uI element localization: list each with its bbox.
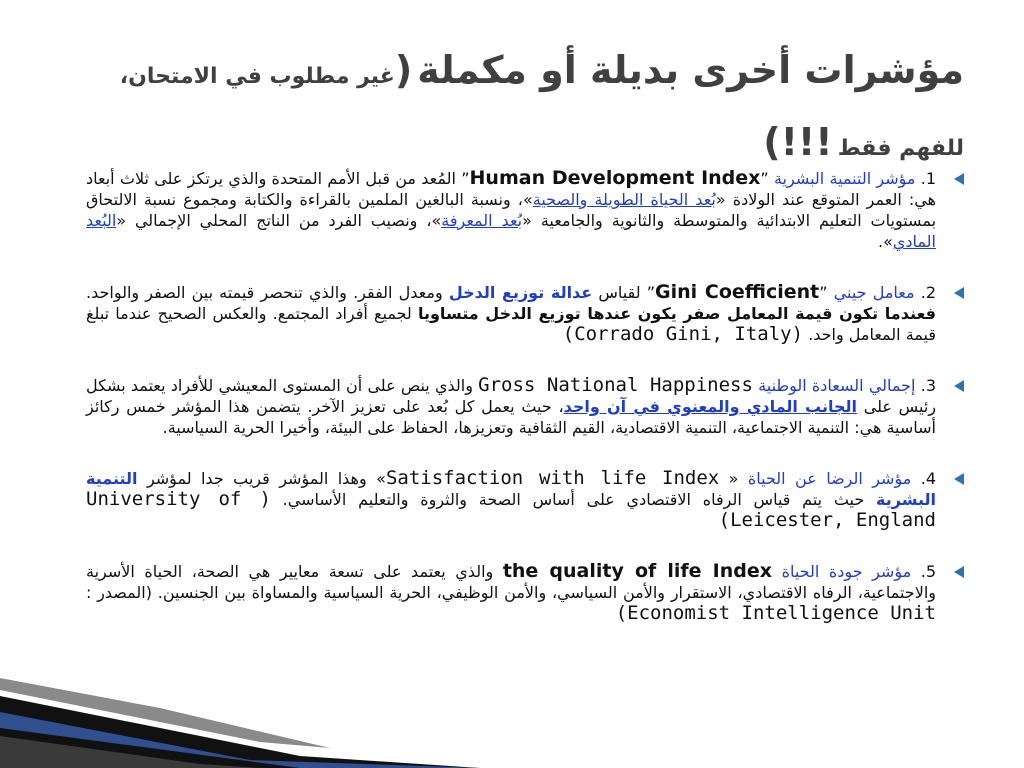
dimension-link[interactable]: بُعد المعرفة [441, 211, 523, 230]
item-text: ». [878, 232, 893, 251]
highlight-text: الجانب المادي والمعنوي في آن واحد [563, 397, 858, 416]
quote-open: ” [819, 283, 834, 302]
item-number: 3. [915, 376, 937, 395]
item-text: حيث يتم قياس الرفاه الاقتصادي على أساس الصحة والثروة والتعليم الأساسي. [270, 490, 877, 509]
index-name: معامل جيني [833, 283, 915, 302]
source-text: Economist Intelligence Unit) [615, 602, 936, 624]
index-name-en: Human Development Index [469, 167, 761, 189]
title-paren-open: ( [394, 48, 413, 92]
list-item-hdi [86, 168, 936, 252]
decorative-stripes [0, 638, 480, 768]
arrow-bullet-icon [954, 287, 964, 299]
index-name: إجمالي السعادة الوطنية [758, 376, 916, 395]
quote-close: ” [640, 283, 656, 302]
index-name-en: Satisfaction with life Index [385, 467, 720, 489]
item-text: لجميع أفراد المجتمع. والعكس الصحيح عندما تبلغ قيمة المعامل واحد. [86, 304, 936, 344]
item-number: 2. [914, 283, 937, 302]
item-text: وهذا المؤشر قريب جدا لمؤشر [137, 469, 367, 488]
arrow-bullet-icon [954, 173, 964, 185]
item-text: والذي يعتمد على تسعة معايير هي الصحة، الحياة الأسرية والاجتماعية، الرفاه الاقتصادي، الاستقرار والأمن السياسي، والأمن الوظيفي، الحرية السياسية والمساواة بين الجنسين. [86, 562, 936, 602]
index-name-en: Gross National Happiness [478, 374, 753, 396]
dimension-link[interactable]: بُعد الحياة الطويلة والصحية [532, 190, 716, 209]
list-item-satisfaction [86, 468, 936, 531]
item-text: المُعد من قبل الأمم المتحدة والذي يرتكز على ثلاث أبعاد هي: العمر المتوقع عند الولادة « [86, 169, 936, 209]
arrow-bullet-icon [954, 380, 964, 392]
dimension-link[interactable]: البُعد المادي [86, 211, 936, 251]
index-name: مؤشر جودة الحياة [781, 562, 912, 581]
highlight-text: التنمية البشرية [86, 469, 936, 509]
item-text: »، ونسبة البالغين الملمين بالقراءة والكتابة ومجموع نسبة الالتحاق بمستويات التعليم الابتدائية والمتوسطة والثانوية والجامعية « [86, 190, 937, 230]
index-name-en: the quality of life Index [502, 560, 772, 582]
quote-open: ” [760, 169, 774, 188]
bullet-list [86, 168, 936, 654]
item-text: لقياس [592, 283, 641, 302]
highlight-text: فعندما تكون قيمة المعامل صفر يكون عندها توزيع الدخل متساويا [417, 304, 936, 323]
source-label: (المصدر : [86, 583, 152, 602]
index-name: مؤشر التنمية البشرية [773, 169, 916, 188]
index-name: مؤشر الرضا عن الحياة [747, 469, 912, 488]
slide-title [64, 38, 964, 182]
item-text: ومعدل الفقر. والذي تنحصر قيمته بين الصفر والواحد. [86, 283, 449, 302]
arrow-bullet-icon [954, 473, 964, 485]
list-item-quality-of-life [86, 561, 936, 624]
item-number: 1. [915, 169, 937, 188]
title-main: مؤشرات أخرى بديلة أو مكملة [417, 48, 964, 92]
quote-close: » [366, 469, 386, 488]
title-paren-close: !!!) [763, 120, 833, 164]
quote-open: « [719, 469, 748, 488]
item-text: ، حيث يعمل كل بُعد على تعزيز الآخر. يتضمن هذا المؤشر خمس ركائز أساسية هي: التنمية الاجتماعية، التنمية الاقتصادية، القيم الثقافية وتعزيزها، الحفاظ على البيئة، وأخيرا الحرية السياسية. [86, 397, 936, 437]
item-number: 5. [911, 562, 937, 581]
quote-close: ” [455, 169, 470, 188]
list-item-gnh [86, 375, 936, 438]
index-name-en: Gini Coefficient [655, 281, 820, 303]
item-number: 4. [911, 469, 937, 488]
highlight-text: عدالة توزيع الدخل [448, 283, 593, 302]
arrow-bullet-icon [954, 566, 964, 578]
item-text: »، ونصيب الفرد من الناتج المحلي الإجمالي « [116, 211, 442, 230]
title-note: غير مطلوب في الامتحان، للفهم فقط [119, 64, 964, 161]
item-text: والذي ينص على أن المستوى المعيشي للأفراد يعتمد بشكل رئيس على [86, 376, 937, 416]
source-text: ( University of Leicester, England) [86, 488, 936, 531]
source-text: (Corrado Gini, Italy) [562, 323, 804, 345]
list-item-gini [86, 282, 936, 345]
